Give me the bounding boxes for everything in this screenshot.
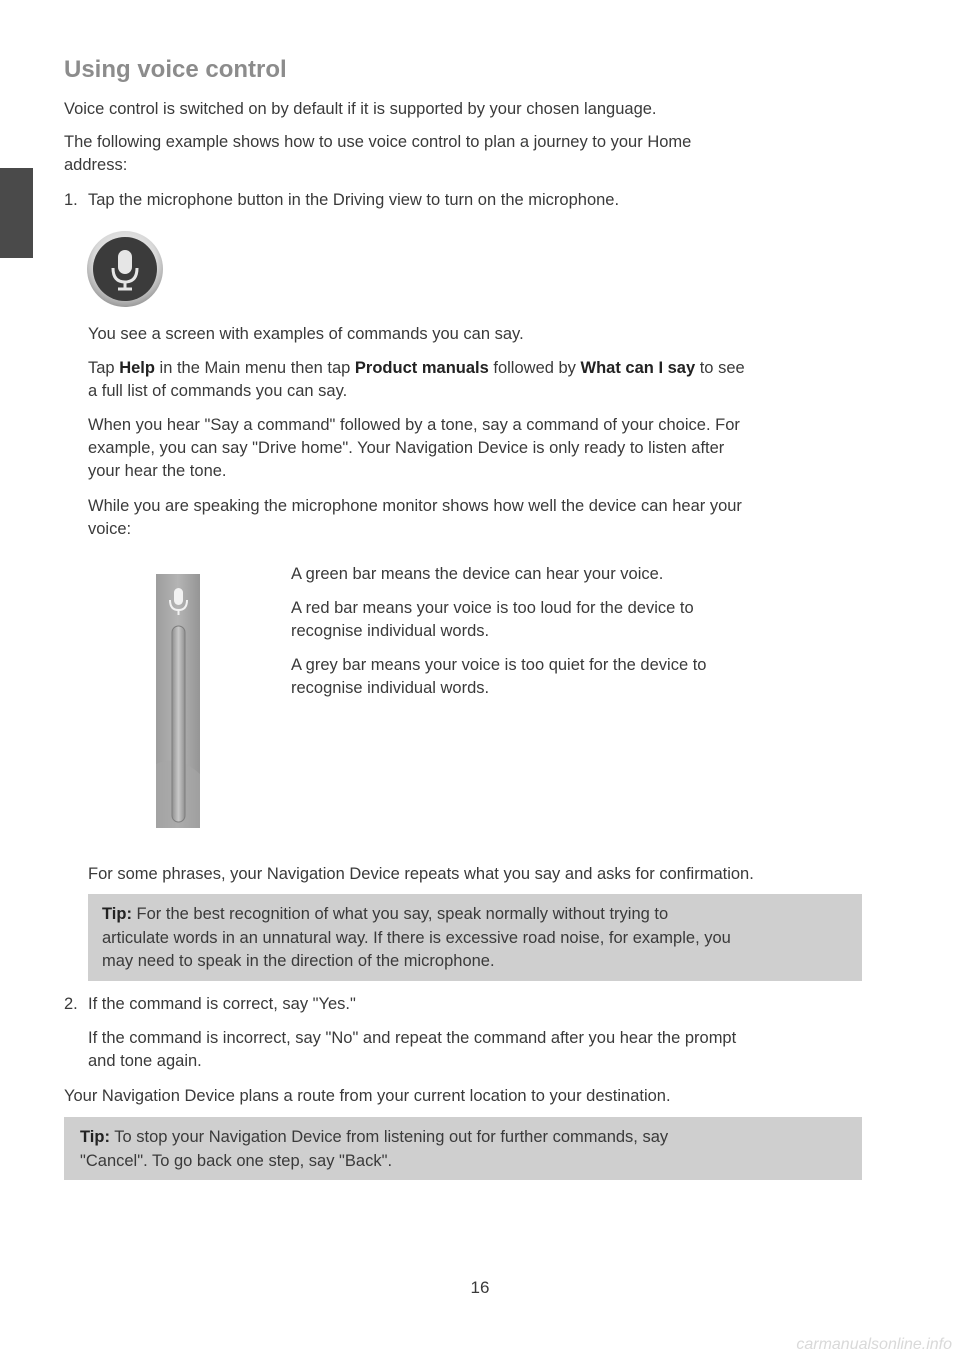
green-bar-text: A green bar means the device can hear your voice. <box>291 565 664 583</box>
what-can-i-say-term: What can I say <box>580 359 696 377</box>
step-2-number: 2. <box>64 995 78 1013</box>
step-2-incorrect-line2: and tone again. <box>88 1052 202 1070</box>
tip-box-cancel <box>64 1117 862 1180</box>
intro-paragraph-2-line2: address: <box>64 156 128 174</box>
tip-label: Tip: <box>80 1128 110 1146</box>
grey-bar-text-line1: A grey bar means your voice is too quiet for the device to <box>291 656 707 674</box>
tip-box-recognition <box>88 894 862 981</box>
speaking-line1: While you are speaking the microphone monitor shows how well the device can hear your <box>88 497 742 515</box>
page-number: 16 <box>470 1278 490 1297</box>
hear-command-line2: example, you can say "Drive home". Your Navigation Device is only ready to listen after <box>88 439 725 457</box>
red-bar-text-line1: A red bar means your voice is too loud for the device to <box>291 599 694 617</box>
help-instructions-line2: a full list of commands you can say. <box>88 382 348 400</box>
confirmation-text: For some phrases, your Navigation Device repeats what you say and asks for confirmation. <box>88 865 754 883</box>
grey-bar-text-line2: recognise individual words. <box>291 679 490 697</box>
tip-cancel-line2: "Cancel". To go back one step, say "Back". <box>80 1151 393 1170</box>
screen-examples-text: You see a screen with examples of commands you can say. <box>88 325 524 343</box>
tip-recognition-line3: may need to speak in the direction of the microphone. <box>102 952 495 970</box>
route-plan-text: Your Navigation Device plans a route from your current location to your destination. <box>64 1087 671 1105</box>
tip-cancel-line1: Tip: To stop your Navigation Device from listening out for further commands, say <box>80 1128 669 1146</box>
tip-recognition-line1: Tip: For the best recognition of what you say, speak normally without trying to <box>102 905 669 923</box>
tip-label: Tip: <box>102 905 132 923</box>
intro-paragraph-2-line1: The following example shows how to use voice control to plan a journey to your Home <box>64 133 692 151</box>
step-1-number: 1. <box>64 191 78 209</box>
speaking-line2: voice: <box>88 520 132 538</box>
microphone-monitor-image <box>156 574 200 828</box>
hear-command-line3: your hear the tone. <box>88 462 227 480</box>
microphone-button-icon <box>86 230 164 308</box>
help-instructions-line1: Tap Help in the Main menu then tap Product manuals followed by What can I say to see <box>88 359 745 377</box>
page-title: Using voice control <box>64 56 287 83</box>
tip-recognition-line2: articulate words in an unnatural way. If there is excessive road noise, for example, you <box>102 928 731 947</box>
step-2-incorrect-line1: If the command is incorrect, say "No" and repeat the command after you hear the prompt <box>88 1029 737 1047</box>
help-term: Help <box>119 359 155 377</box>
step-2-text: If the command is correct, say "Yes." <box>88 995 356 1013</box>
hear-command-line1: When you hear "Say a command" followed by a tone, say a command of your choice. For <box>88 416 740 434</box>
chapter-tab <box>0 168 33 258</box>
product-manuals-term: Product manuals <box>354 359 489 377</box>
watermark: carmanualsonline.info <box>796 1336 952 1353</box>
red-bar-text-line2: recognise individual words. <box>291 622 490 640</box>
step-1-text: Tap the microphone button in the Driving view to turn on the microphone. <box>88 191 620 209</box>
intro-paragraph-1: Voice control is switched on by default if it is supported by your chosen language. <box>64 100 657 118</box>
